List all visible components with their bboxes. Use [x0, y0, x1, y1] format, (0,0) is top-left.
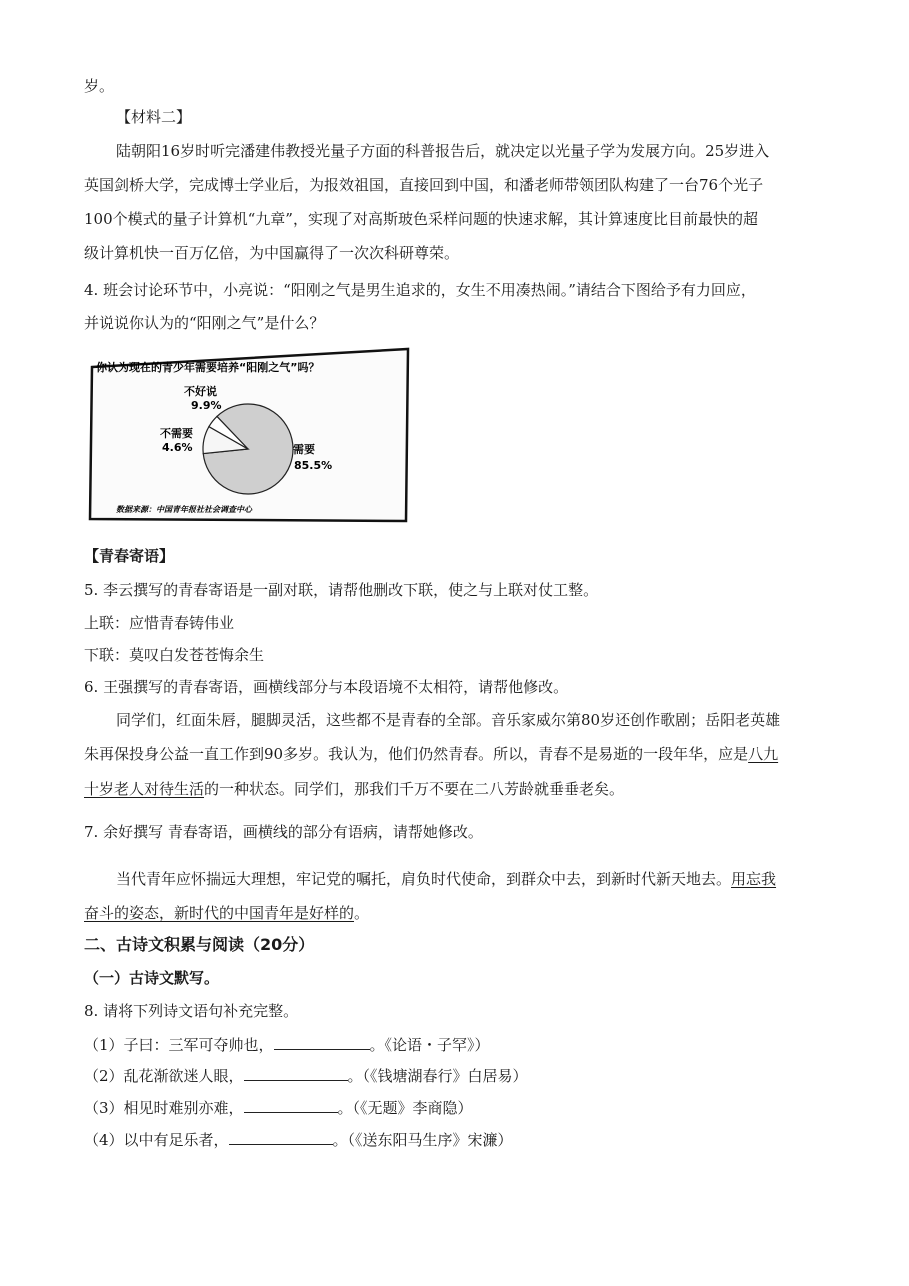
item-text: （4）以中有足乐者，	[84, 1131, 229, 1149]
paragraph-line	[116, 869, 776, 889]
question-4: 4. 班会讨论环节中，小亮说：“阳刚之气是男生追求的，女生不用凑热闹。”请结合下图给予有力回应，	[84, 281, 756, 299]
paragraph-line	[84, 744, 778, 764]
pie-chart-figure	[88, 345, 410, 525]
lower-couplet: 下联：莫叹白发苍苍悔余生	[84, 646, 265, 664]
paragraph-line	[84, 779, 624, 799]
fill-item-4	[84, 1130, 513, 1150]
underlined-text: 八九	[748, 745, 779, 763]
paragraph-line: 100个模式的量子计算机“九章”，实现了对高斯玻色采样问题的快速求解，其计算速度比目前最快的超	[84, 210, 758, 228]
pie	[203, 404, 293, 494]
paragraph-line: 陆朝阳16岁时听完潘建伟教授光量子方面的科普报告后，就决定以光量子学为发展方向。25岁进入	[116, 142, 770, 160]
section-2-heading: 二、古诗文积累与阅读（20分）	[84, 935, 315, 954]
answer-blank[interactable]	[244, 1098, 338, 1113]
item-text: （2）乱花渐欲迷人眼，	[84, 1067, 244, 1085]
material-heading: 【材料二】	[116, 108, 192, 126]
paragraph-line: 同学们，红面朱唇，腿脚灵活，这些都不是青春的全部。音乐家威尔第80岁还创作歌剧；岳阳老英雄	[116, 711, 781, 729]
text-span: 。	[354, 904, 370, 922]
slice-label-yes: 需要	[293, 443, 315, 456]
question-4-cont: 并说说你认为的“阳刚之气”是什么？	[84, 314, 325, 332]
underlined-text: 用忘我	[731, 870, 777, 888]
fill-item-2	[84, 1066, 528, 1086]
slice-value-no: 4.6%	[162, 441, 193, 454]
answer-blank[interactable]	[244, 1066, 348, 1081]
item-source: 。《论语・子罕》）	[369, 1036, 490, 1054]
question-6: 6. 王强撰写的青春寄语，画横线部分与本段语境不太相符，请帮他修改。	[84, 678, 569, 696]
underlined-text: 奋斗的姿态，新时代的中国青年是好样的	[84, 904, 355, 922]
question-7: 7. 余好撰写 青春寄语，画横线的部分有语病，请帮她修改。	[84, 823, 483, 841]
question-5: 5. 李云撰写的青春寄语是一副对联，请帮他删改下联，使之与上联对仗工整。	[84, 581, 599, 599]
item-text: （1）子曰：三军可夺帅也，	[84, 1036, 274, 1054]
text-span: 的一种状态。同学们，那我们千万不要在二八芳龄就垂垂老矣。	[204, 780, 625, 798]
slice-value-unsure: 9.9%	[191, 399, 222, 412]
fill-item-3	[84, 1098, 473, 1118]
underlined-text: 十岁老人对待生活	[84, 780, 205, 798]
subsection-heading: （一）古诗文默写。	[84, 969, 220, 987]
slice-value-yes: 85.5%	[294, 459, 333, 472]
text-line: 岁。	[84, 77, 115, 95]
paragraph-line: 英国剑桥大学，完成博士学业后，为报效祖国，直接回到中国，和潘老师带领团队构建了一台76个光子	[84, 176, 764, 194]
slice-label-no: 不需要	[160, 427, 193, 440]
upper-couplet: 上联：应惜青春铸伟业	[84, 614, 235, 632]
answer-blank[interactable]	[274, 1035, 370, 1050]
item-source: 。（《送东阳马生序》宋濂）	[332, 1131, 513, 1149]
item-text: （3）相见时难别亦难，	[84, 1099, 244, 1117]
question-8: 8. 请将下列诗文语句补充完整。	[84, 1002, 299, 1020]
item-source: 。（《无题》李商隐）	[337, 1099, 473, 1117]
paragraph-line: 级计算机快一百万亿倍，为中国赢得了一次次科研尊荣。	[84, 244, 460, 262]
slice-label-unsure: 不好说	[184, 385, 217, 398]
paragraph-line	[84, 903, 369, 923]
item-source: 。（《钱塘湖春行》白居易）	[347, 1067, 528, 1085]
answer-blank[interactable]	[229, 1130, 333, 1145]
chart-source: 数据来源：中国青年报社社会调查中心	[116, 505, 252, 514]
chart-title: 你认为现在的青少年需要培养“阳刚之气”吗？	[96, 361, 320, 374]
text-span: 当代青年应怀揣远大理想，牢记党的嘱托，肩负时代使命，到群众中去，到新时代新天地去。	[116, 870, 732, 888]
section-heading: 【青春寄语】	[84, 547, 175, 565]
text-span: 朱再保投身公益一直工作到90多岁。我认为，他们仍然青春。所以，青春不是易逝的一段年华，应是	[84, 745, 749, 763]
fill-item-1	[84, 1035, 490, 1055]
